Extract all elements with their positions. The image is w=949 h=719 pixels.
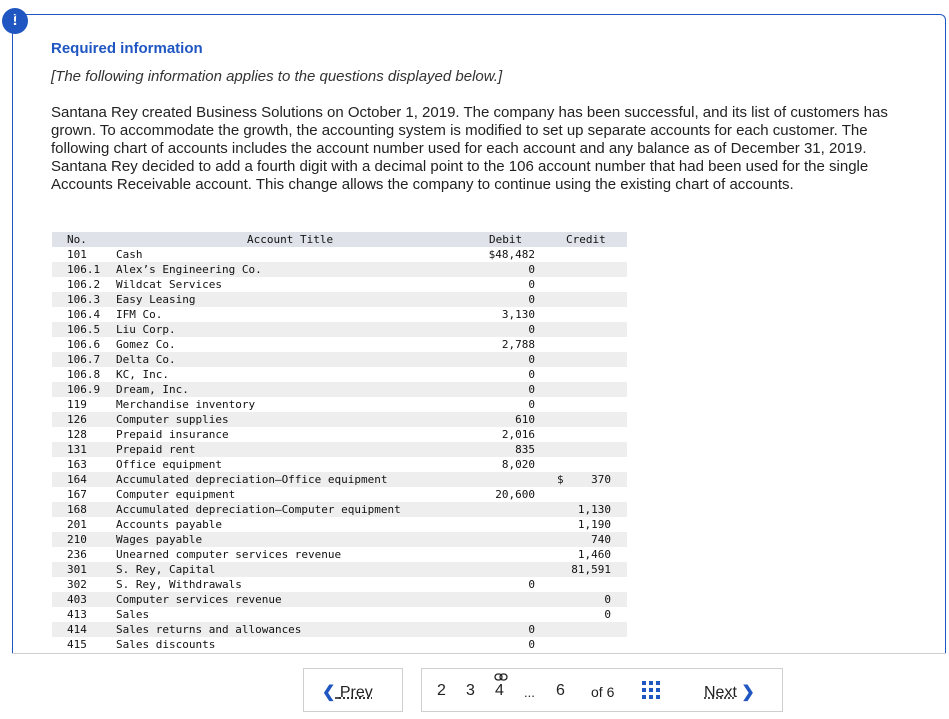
table-row [52, 322, 627, 337]
table-header-row [52, 232, 627, 247]
credit-amount: 370 [591, 473, 611, 486]
table-row [52, 547, 627, 562]
account-no: 106.4 [67, 308, 101, 321]
debit-amount: 0 [528, 263, 535, 276]
header-credit: Credit [566, 233, 606, 246]
alert-icon: ! [2, 8, 28, 34]
account-title: Accumulated depreciation—Computer equipment [116, 503, 401, 516]
table-row [52, 382, 627, 397]
account-title: Easy Leasing [116, 293, 196, 306]
account-no: 119 [67, 398, 87, 411]
page-total-label: of 6 [591, 684, 615, 700]
debit-amount: 0 [528, 323, 535, 336]
account-no: 414 [67, 623, 87, 636]
table-row [52, 487, 627, 502]
credit-amount: 81,591 [571, 563, 611, 576]
account-title: KC, Inc. [116, 368, 169, 381]
account-title: Gomez Co. [116, 338, 176, 351]
debit-amount: 0 [528, 638, 535, 651]
account-title: Liu Corp. [116, 323, 176, 336]
account-no: 126 [67, 413, 87, 426]
table-row [52, 472, 627, 487]
table-row [52, 592, 627, 607]
table-row [52, 442, 627, 457]
debit-amount: 2,788 [501, 338, 535, 351]
account-title: Prepaid rent [116, 443, 196, 456]
account-title: Prepaid insurance [116, 428, 229, 441]
table-row [52, 352, 627, 367]
table-row [52, 247, 627, 262]
prev-label: Prev [339, 684, 373, 701]
account-title: Merchandise inventory [116, 398, 256, 411]
table-row [52, 517, 627, 532]
debit-amount: 20,600 [495, 488, 535, 501]
credit-amount: 0 [604, 608, 611, 621]
page-6-button[interactable]: 6 [556, 682, 565, 699]
intro-paragraph: Santana Rey created Business Solutions on October 1, 2019. The company has been successful, and its list of customers has grown. To accommodate the growth, the accounting system is modified to set up separate accounts for each customer. The following chart of accounts includes the account number used for each account and any balance as of December 31, 2019. Santana Rey decided to add a fourth digit with a decimal point to the 106 account number that had been used for the single Accounts Receivable account. This change allows the company to continue using the existing chart of accounts. [51, 104, 888, 193]
chevron-left-icon: ❮ [322, 684, 336, 701]
account-title: Computer equipment [116, 488, 236, 501]
credit-amount: 740 [591, 533, 611, 546]
account-no: 106.6 [67, 338, 101, 351]
account-title: Wages payable [116, 533, 203, 546]
credit-amount: 1,190 [577, 518, 611, 531]
page-3-button[interactable]: 3 [466, 682, 475, 699]
account-title: Computer supplies [116, 413, 229, 426]
question-panel [12, 14, 946, 654]
account-no: 301 [67, 563, 87, 576]
account-title: Unearned computer services revenue [116, 548, 342, 561]
debit-amount: $48,482 [488, 248, 535, 261]
next-button[interactable] [704, 682, 755, 702]
account-no: 131 [67, 443, 87, 456]
table-row [52, 637, 627, 652]
table-row [52, 292, 627, 307]
debit-amount: 8,020 [501, 458, 535, 471]
table-row [52, 337, 627, 352]
pagination-ellipsis: ... [524, 685, 535, 700]
page-4-current[interactable]: 4 [495, 682, 504, 699]
table-row [52, 262, 627, 277]
table-row [52, 277, 627, 292]
account-no: 106.7 [67, 353, 101, 366]
account-no: 168 [67, 503, 87, 516]
credit-currency: $ [557, 473, 564, 486]
link-icon [494, 672, 508, 682]
debit-amount: 0 [528, 398, 535, 411]
account-no: 302 [67, 578, 87, 591]
account-no: 201 [67, 518, 87, 531]
credit-amount: 0 [604, 593, 611, 606]
debit-amount: 0 [528, 383, 535, 396]
table-row [52, 577, 627, 592]
account-no: 106.2 [67, 278, 101, 291]
account-no: 413 [67, 608, 87, 621]
table-row [52, 532, 627, 547]
account-no: 210 [67, 533, 87, 546]
required-info-title: Required information [51, 40, 203, 57]
account-no: 128 [67, 428, 87, 441]
account-no: 106.5 [67, 323, 101, 336]
account-title: Sales returns and allowances [116, 623, 302, 636]
account-no: 101 [67, 248, 87, 261]
debit-amount: 0 [528, 368, 535, 381]
debit-amount: 0 [528, 278, 535, 291]
credit-amount: 1,130 [577, 503, 611, 516]
account-no: 236 [67, 548, 87, 561]
debit-amount: 3,130 [501, 308, 535, 321]
account-title: Office equipment [116, 458, 222, 471]
table-row [52, 427, 627, 442]
debit-amount: 0 [528, 578, 535, 591]
account-no: 106.9 [67, 383, 101, 396]
account-title: Sales [116, 608, 150, 621]
table-row [52, 502, 627, 517]
account-title: Wildcat Services [116, 278, 222, 291]
grid-menu-icon[interactable] [642, 681, 660, 699]
debit-amount: 2,016 [501, 428, 535, 441]
required-info-subtitle: [The following information applies to the questions displayed below.] [51, 68, 503, 85]
table-row [52, 412, 627, 427]
debit-amount: 835 [515, 443, 535, 456]
table-row [52, 397, 627, 412]
table-row [52, 562, 627, 577]
account-no: 106.3 [67, 293, 101, 306]
pagination-bar [0, 668, 949, 712]
debit-amount: 0 [528, 293, 535, 306]
table-row [52, 457, 627, 472]
account-no: 163 [67, 458, 87, 471]
account-title: S. Rey, Capital [116, 563, 216, 576]
account-title: Cash [116, 248, 143, 261]
panel-bottom-divider [12, 653, 946, 654]
account-no: 167 [67, 488, 87, 501]
account-title: S. Rey, Withdrawals [116, 578, 242, 591]
credit-amount: 1,460 [577, 548, 611, 561]
account-no: 164 [67, 473, 87, 486]
debit-amount: 610 [515, 413, 535, 426]
account-title: Sales discounts [116, 638, 216, 651]
account-title: Computer services revenue [116, 593, 282, 606]
chart-of-accounts-table [52, 232, 627, 652]
account-title: Accounts payable [116, 518, 222, 531]
account-no: 415 [67, 638, 87, 651]
header-account-title: Account Title [247, 233, 334, 246]
chevron-right-icon: ❯ [741, 684, 755, 701]
table-row [52, 607, 627, 622]
account-no: 403 [67, 593, 87, 606]
account-no: 106.1 [67, 263, 101, 276]
account-title: Alex’s Engineering Co. [116, 263, 262, 276]
table-row [52, 367, 627, 382]
table-row [52, 307, 627, 322]
header-no: No. [67, 233, 87, 246]
table-row [52, 622, 627, 637]
debit-amount: 0 [528, 353, 535, 366]
account-no: 106.8 [67, 368, 101, 381]
account-title: Delta Co. [116, 353, 176, 366]
header-debit: Debit [489, 233, 523, 246]
page-2-button[interactable]: 2 [437, 682, 446, 699]
account-title: Accumulated depreciation—Office equipment [116, 473, 388, 486]
account-title: IFM Co. [116, 308, 163, 321]
account-title: Dream, Inc. [116, 383, 189, 396]
next-label: Next [704, 684, 737, 701]
prev-button[interactable] [322, 682, 373, 702]
debit-amount: 0 [528, 623, 535, 636]
